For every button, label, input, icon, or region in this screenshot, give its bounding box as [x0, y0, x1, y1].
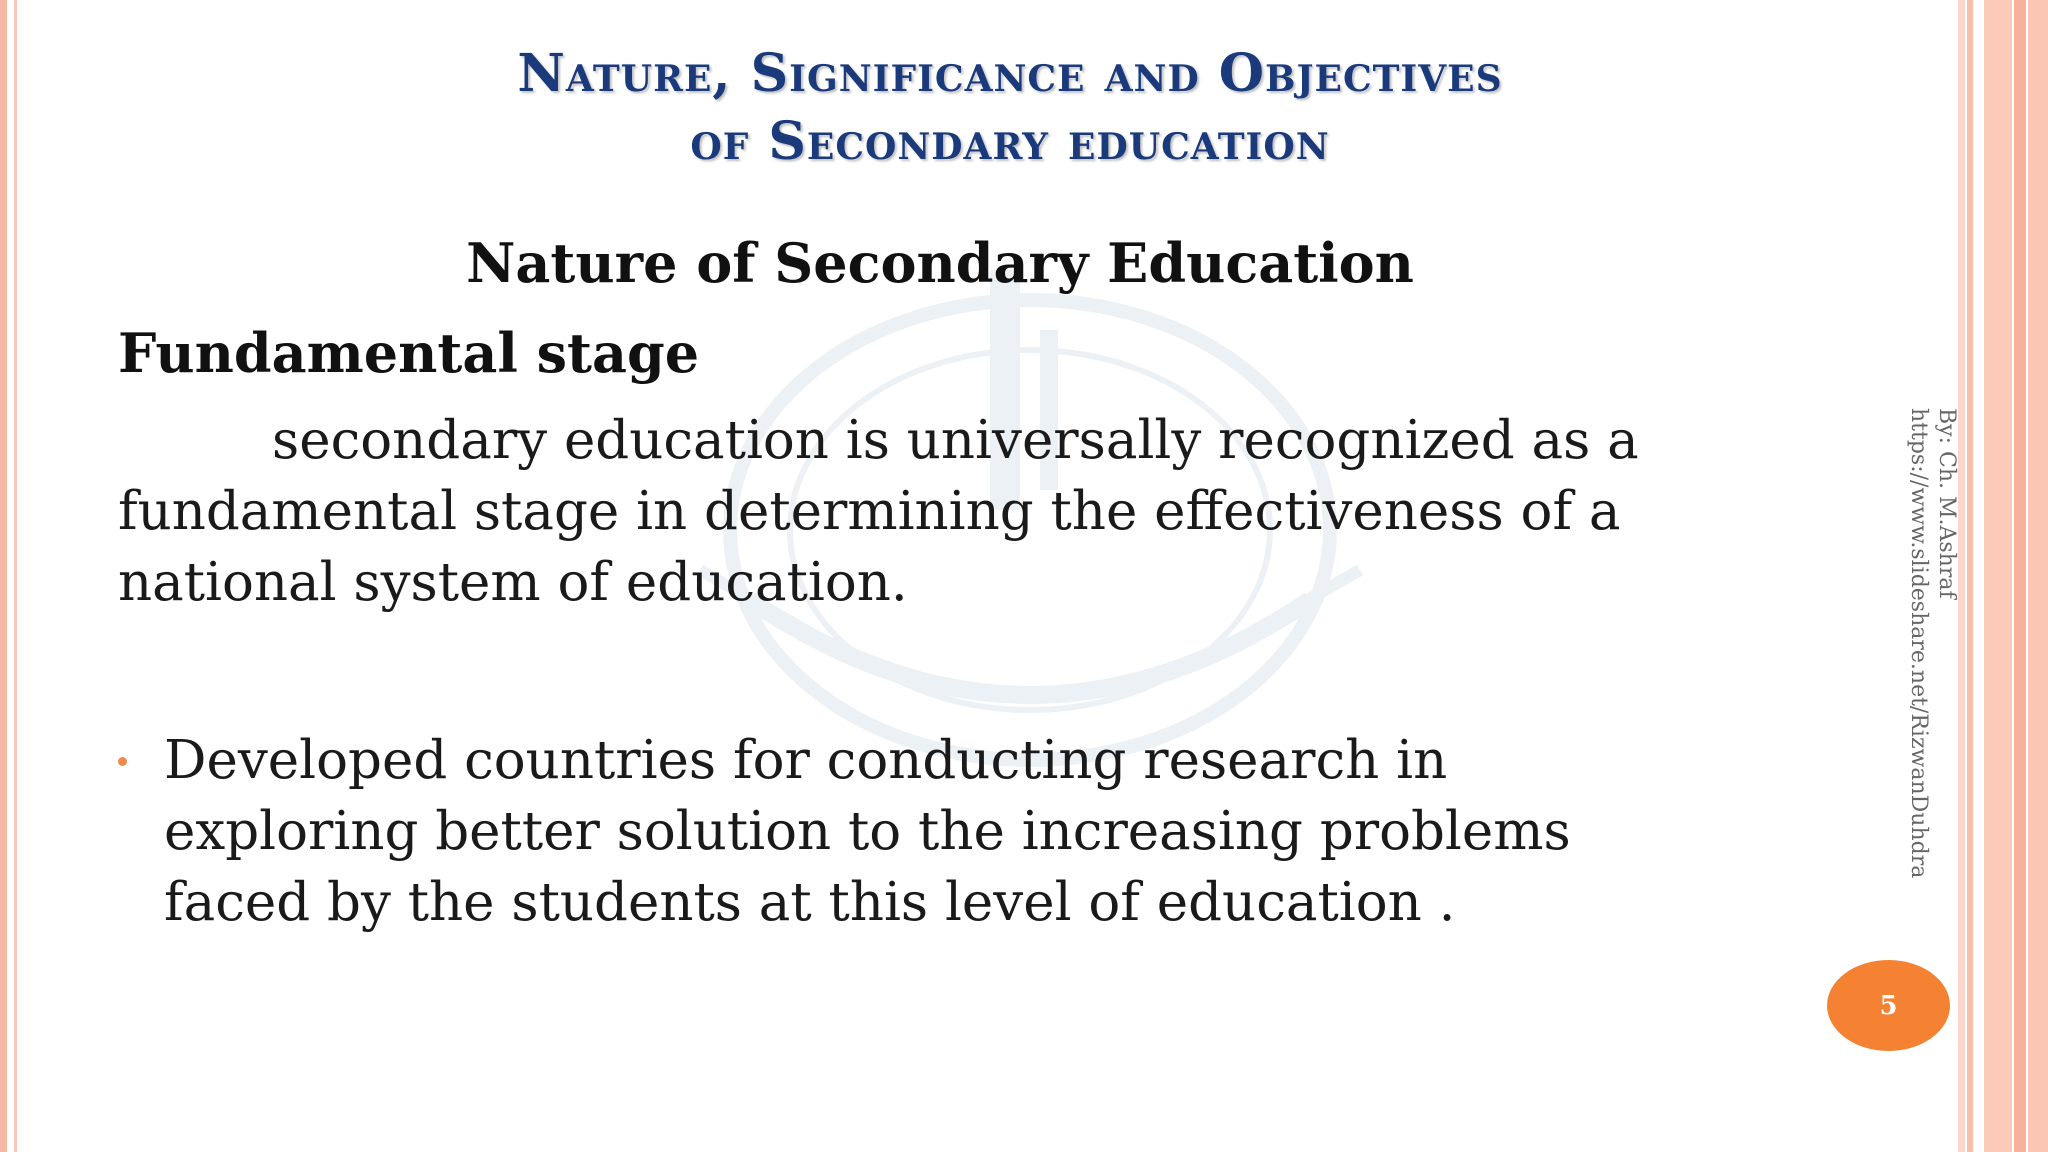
credit-author: By: Ch. M.Ashraf [1934, 408, 1959, 599]
body-paragraph: secondary education is universally recognized as a fundamental stage in determining the effectiveness of a national system of education. [118, 410, 1639, 613]
bullet-list [118, 725, 1678, 938]
bullet-item [118, 725, 1678, 938]
page-number: 5 [1879, 990, 1898, 1021]
title-line-1: Nature, Significance and Objectives [517, 43, 1503, 104]
right-stripe [2028, 0, 2048, 1152]
right-stripe [2014, 0, 2026, 1152]
slide-title [300, 40, 1720, 176]
section-heading: Nature of Secondary Education [466, 231, 1414, 295]
title-line-2: of Secondary education [690, 111, 1330, 172]
credit-url: https://www.slideshare.net/RizwanDuhdra [1906, 408, 1931, 879]
page-number-badge [1827, 960, 1950, 1051]
bullet-dot-icon [118, 757, 127, 766]
left-border-stripe-thin [14, 0, 17, 1152]
bullet-text: Developed countries for conducting research in exploring better solution to the increasing problems faced by the students at this level of education . [164, 730, 1571, 933]
credit-text [1904, 408, 1960, 878]
right-border-stripes [1958, 0, 2048, 1152]
right-stripe [1967, 0, 1973, 1152]
left-border-stripe [0, 0, 7, 1152]
subheading: Fundamental stage [118, 321, 700, 385]
right-stripe [1984, 0, 2012, 1152]
